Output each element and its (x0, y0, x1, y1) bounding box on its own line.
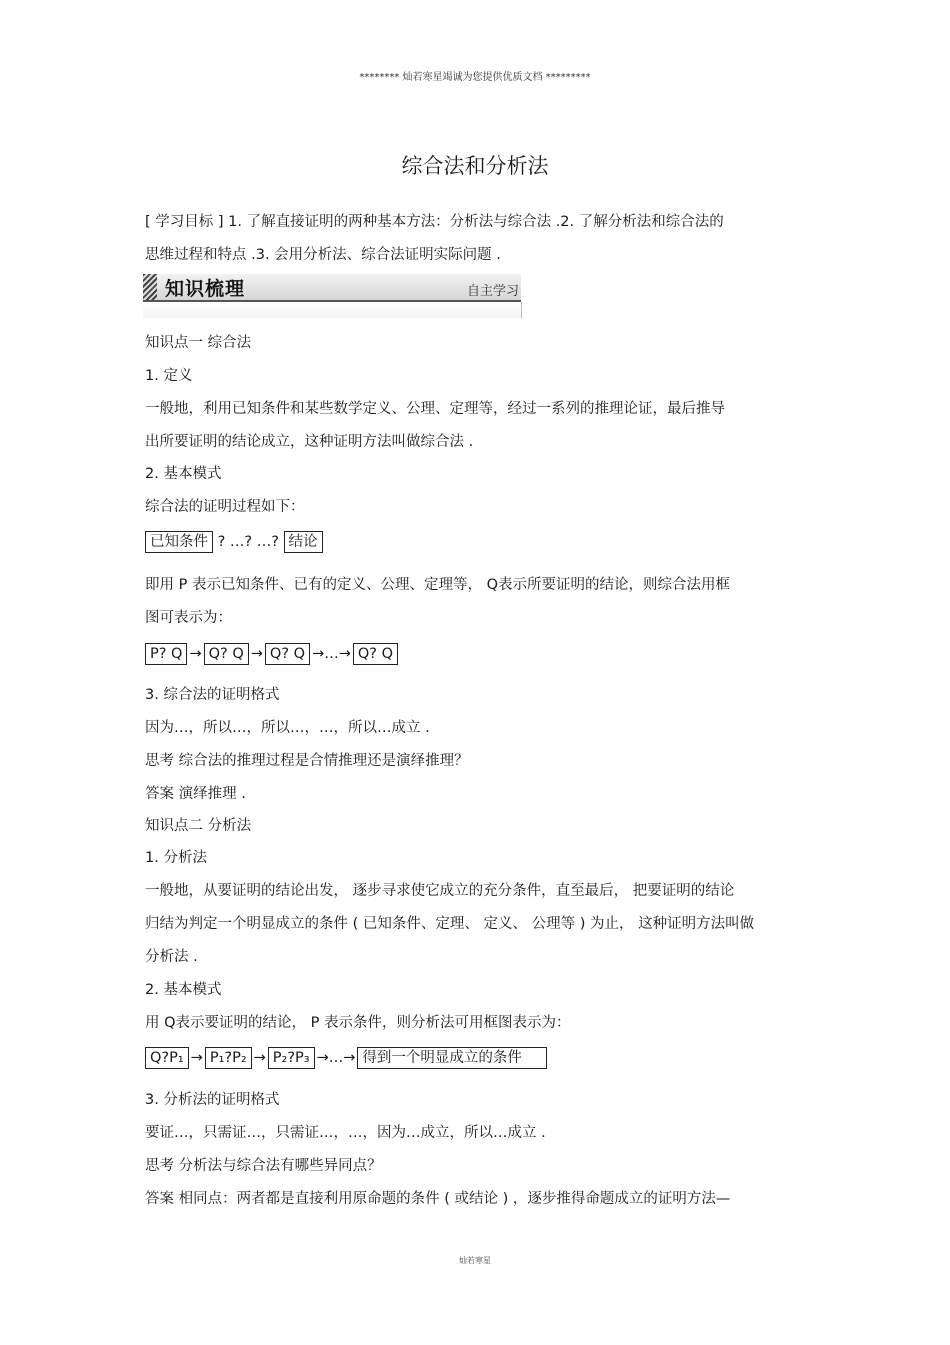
flow-box-2: P₁?P₂ (205, 1047, 252, 1069)
flow-box-4: Q? Q (353, 643, 398, 665)
flow-box-3: P₂?P₃ (268, 1047, 315, 1069)
section2-mode-intro: 用 Q表示要证明的结论， P 表示条件，则分析法可用框图表示为： (145, 1015, 571, 1031)
flow-box-2: Q? Q (204, 643, 249, 665)
section-banner (143, 272, 521, 318)
analysis-flow-diagram (145, 1047, 547, 1069)
page-title: 综合法和分析法 (401, 154, 549, 178)
flow-ellipsis-arrow: →…→ (316, 1050, 356, 1066)
flow-box-conclusion: 结论 (284, 531, 323, 553)
section1-mode-intro: 综合法的证明过程如下： (145, 499, 305, 515)
banner-underline (143, 302, 522, 318)
section1-mode-title: 2. 基本模式 (145, 466, 222, 482)
flow-box-1: Q?P₁ (145, 1047, 189, 1069)
page-footer: 灿若寒星 (459, 1256, 491, 1265)
objectives-line-1: [ 学习目标 ] 1. 了解直接证明的两种基本方法：分析法与综合法 .2. 了解分析法和综合法的 (145, 214, 724, 230)
section1-think-question: 思考 综合法的推理过程是合情推理还是演绎推理？ (145, 753, 469, 769)
section2-format-title: 3. 分析法的证明格式 (145, 1092, 280, 1108)
synthesis-flow-simple (145, 531, 323, 553)
flow-box-obvious-condition: 得到一个明显成立的条件 (357, 1047, 547, 1069)
section2-def-line-1: 一般地，从要证明的结论出发， 逐步寻求使它成立的充分条件，直至最后， 把要证明的结论 (145, 883, 735, 899)
page-header: ******** 灿若寒星竭诚为您提供优质文档 ********* (359, 72, 591, 83)
section1-format-title: 3. 综合法的证明格式 (145, 687, 280, 703)
flow-middle: ? …? …? (213, 534, 284, 550)
flow-arrow: → (253, 1050, 266, 1066)
banner-title: 知识梳理 (165, 278, 246, 300)
section1-def-line-2: 出所要证明的结论成立，这种证明方法叫做综合法 . (145, 434, 474, 450)
section2-think-answer: 答案 相同点：两者都是直接利用原命题的条件 ( 或结论 ) ，逐步推得命题成立的证明方法— (145, 1191, 731, 1207)
banner-subtitle: 自主学习 (466, 284, 519, 299)
flow-box-3: Q? Q (265, 643, 310, 665)
flow-arrow: → (190, 1050, 203, 1066)
section2-def-line-2: 归结为判定一个明显成立的条件 ( 已知条件、定理、 定义、 公理等 ) 为止， 这种证明方法叫做 (145, 916, 755, 932)
section2-format-text: 要证…，只需证…，只需证…，…，因为…成立，所以…成立 . (145, 1125, 546, 1141)
section1-think-answer: 答案 演绎推理 . (145, 786, 246, 802)
section2-mode-title: 2. 基本模式 (145, 982, 222, 998)
section1-explain-line-1: 即用 P 表示已知条件、已有的定义、公理、定理等， Q表示所要证明的结论，则综合法用框 (145, 577, 730, 593)
section1-heading: 知识点一 综合法 (145, 335, 252, 351)
section1-def-line-1: 一般地，利用已知条件和某些数学定义、公理、定理等，经过一系列的推理论证，最后推导 (145, 401, 725, 417)
flow-arrow: → (189, 646, 202, 662)
section1-format-text: 因为…，所以…，所以…，…，所以…成立 . (145, 720, 430, 736)
flow-box-known-conditions: 已知条件 (145, 531, 213, 553)
flow-box-1: P? Q (145, 643, 187, 665)
flow-ellipsis-arrow: →…→ (312, 646, 351, 662)
banner-decoration (143, 274, 157, 300)
objectives-line-2: 思维过程和特点 .3. 会用分析法、综合法证明实际问题 . (145, 247, 501, 263)
section2-def-title: 1. 分析法 (145, 850, 207, 866)
section2-def-line-3: 分析法 . (145, 949, 198, 965)
synthesis-flow-diagram (145, 643, 398, 665)
section1-def-title: 1. 定义 (145, 368, 193, 384)
section2-think-question: 思考 分析法与综合法有哪些异同点？ (145, 1158, 382, 1174)
section2-heading: 知识点二 分析法 (145, 818, 252, 834)
flow-arrow: → (250, 646, 263, 662)
section1-explain-line-2: 图可表示为： (145, 610, 232, 626)
